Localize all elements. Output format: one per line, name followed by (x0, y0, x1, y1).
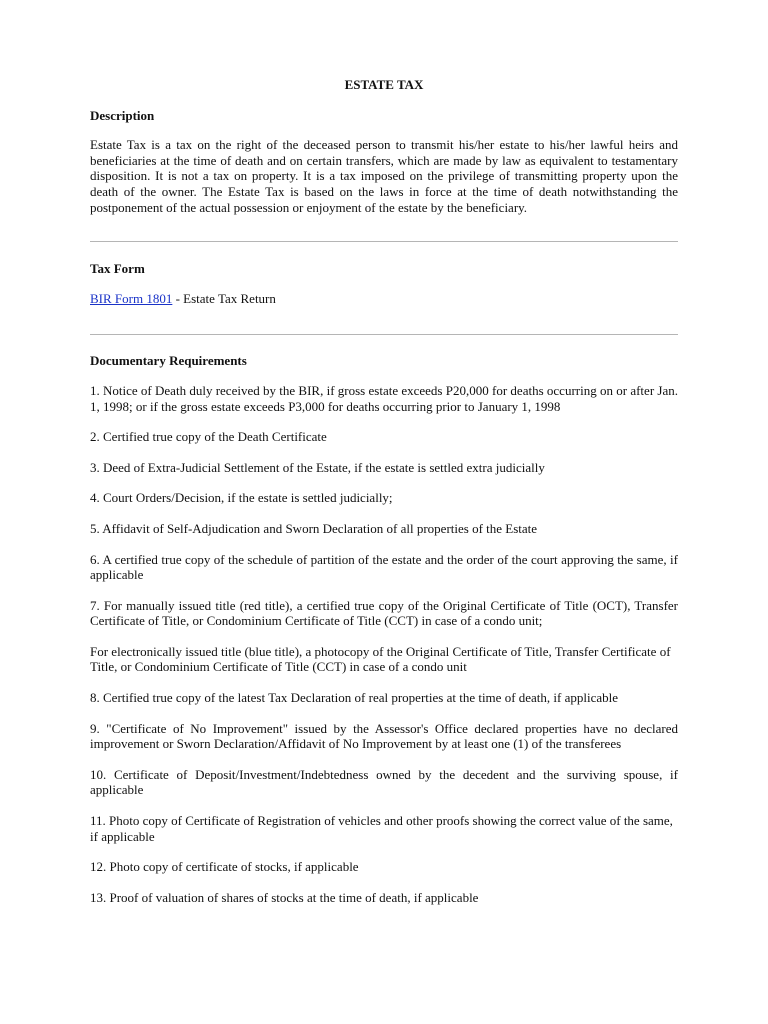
list-item: 8. Certified true copy of the latest Tax Declaration of real properties at the time of death, if applicable (90, 690, 619, 706)
list-item: 6. A certified true copy of the schedule of partition of the estate and the order of the court approving the same, if applicable (90, 551, 678, 583)
description-body: Estate Tax is a tax on the right of the deceased person to transmit his/her estate to his/her lawful heirs and beneficiaries at the time of death and on certain transfers, which are made by law as equivalent to testamentary disposition. It is not a tax on property. It is a tax imposed on the privilege of transmitting property upon the death of the owner. The Estate Tax is based on the laws in force at the time of death notwithstanding the postponement of the actual possession or enjoyment of the estate by the beneficiary. (90, 137, 678, 215)
section-divider (90, 241, 678, 242)
list-item: 5. Affidavit of Self-Adjudication and Sworn Declaration of all properties of the Estate (90, 520, 538, 536)
list-item: 4. Court Orders/Decision, if the estate is settled judicially; (90, 490, 393, 506)
list-item: 10. Certificate of Deposit/Investment/Indebtedness owned by the decedent and the surviving spouse, if applicable (90, 766, 678, 798)
requirements-list (90, 383, 678, 905)
description-heading: Description (90, 107, 155, 123)
tax-form-line (90, 291, 678, 307)
list-item: 9. "Certificate of No Improvement" issued by the Assessor's Office declared properties have no declared improvement or Sworn Declaration/Affidavit of No Improvement by at least one (1) of the transferees (90, 720, 678, 752)
list-item: 2. Certified true copy of the Death Certificate (90, 429, 327, 445)
list-item: 13. Proof of valuation of shares of stocks at the time of death, if applicable (90, 889, 479, 905)
list-item: 12. Photo copy of certificate of stocks, if applicable (90, 859, 359, 875)
section-divider (90, 334, 678, 335)
list-item: 1. Notice of Death duly received by the BIR, if gross estate exceeds P20,000 for deaths occurring on or after Jan. 1, 1998; or if the gross estate exceeds P3,000 for deaths occurring prior to January 1, 1998 (90, 382, 678, 414)
list-item: 3. Deed of Extra-Judicial Settlement of the Estate, if the estate is settled extra judicially (90, 459, 545, 475)
list-item: 11. Photo copy of Certificate of Registration of vehicles and other proofs showing the correct value of the same, if applicable (90, 813, 673, 844)
tax-form-heading: Tax Form (90, 261, 145, 277)
requirements-heading: Documentary Requirements (90, 353, 247, 369)
bir-form-1801-link[interactable]: BIR Form 1801 (90, 290, 173, 306)
tax-form-link-suffix: - Estate Tax Return (172, 290, 276, 306)
document-title: ESTATE TAX (344, 77, 424, 92)
list-item: 7. For manually issued title (red title), a certified true copy of the Original Certificate of Title (OCT), Transfer Certificate of Title, or Condominium Certificate of Title (CCT) in case of a condo unit; (90, 597, 678, 629)
list-item: For electronically issued title (blue title), a photocopy of the Original Certificate of Title, Transfer Certificate of Title, or Condominium Certificate of Title (CCT) in case of a condo unit (90, 643, 671, 675)
document-page (90, 77, 678, 920)
